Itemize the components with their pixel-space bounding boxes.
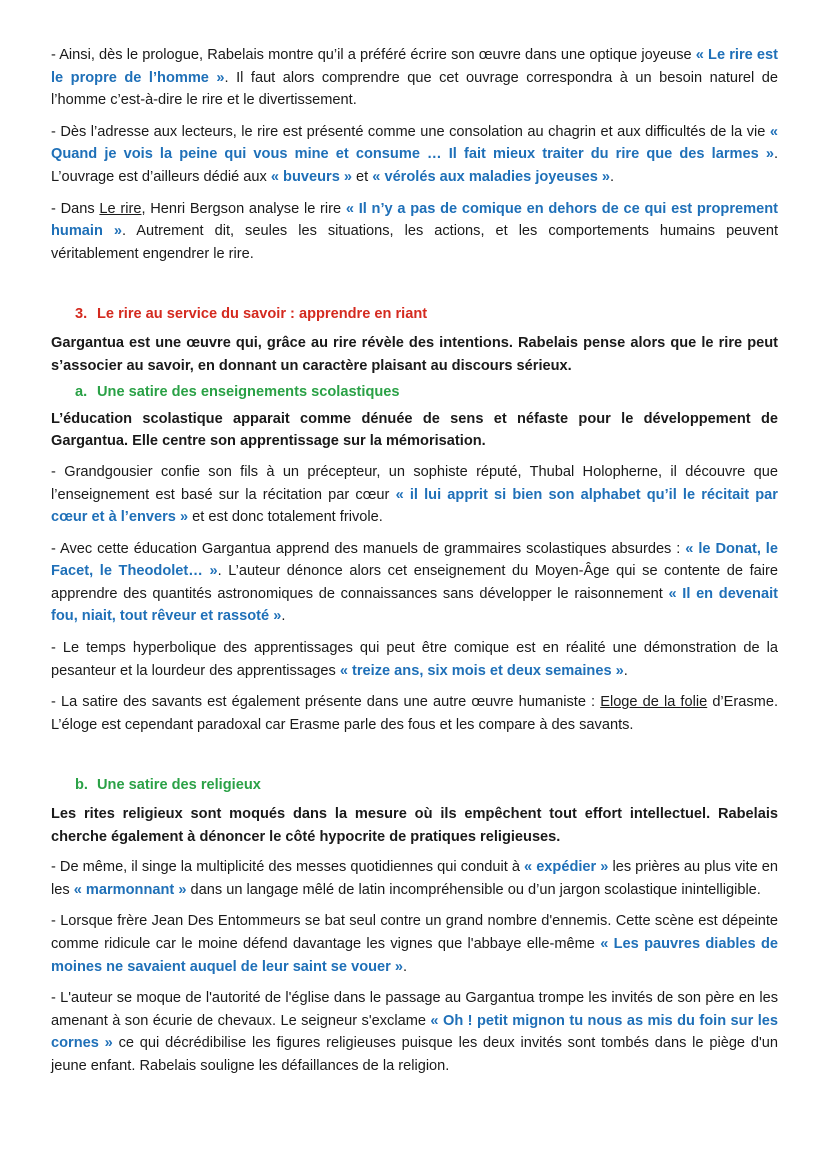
paragraph-messes [51, 856, 778, 901]
subsection-number: b. [75, 777, 88, 794]
quote: « buveurs » [270, 168, 352, 185]
paragraph-frere-jean [51, 910, 778, 978]
section-intro: Gargantua est une œuvre qui, grâce au rire révèle des intentions. Rabelais pense alors que le rire peut s’associer au savoir, en donnant un caractère plaisant au discours sérieux. [51, 334, 778, 374]
quote: « Oh ! petit mignon tu nous as mis du foin sur les cornes » [51, 1012, 778, 1052]
text: - Avec cette éducation Gargantua apprend des manuels de grammaires scolastiques absurdes : [51, 540, 686, 557]
quote: « Les pauvres diables de moines ne savaient auquel de leur saint se vouer » [51, 936, 778, 975]
text: et [352, 168, 373, 185]
quote: « treize ans, six mois et deux semaines » [339, 662, 624, 679]
subsection-heading-b [75, 774, 778, 797]
quote: « Il n’y a pas de comique en dehors de ce qui est proprement humain » [51, 200, 778, 240]
quote: « expédier » [524, 859, 609, 876]
paragraph-temps-hyperbolique [51, 637, 778, 682]
quote: « Quand je vois la peine qui vous mine et consume … Il fait mieux traiter du rire que des larmes » [51, 123, 778, 163]
text: - Ainsi, dès le prologue, Rabelais montre qu’il a préféré écrire son œuvre dans une optique joyeuse [51, 47, 696, 63]
work-title: Le rire [99, 200, 142, 217]
paragraph-manuels [51, 538, 778, 628]
paragraph-autorite-eglise [51, 987, 778, 1077]
paragraph-prologue [51, 44, 778, 112]
quote: « Il en devenait fou, niait, tout rêveur et rassoté » [51, 585, 778, 625]
quote: « vérolés aux maladies joyeuses » [372, 168, 610, 185]
subsection-intro-a: L’éducation scolastique apparait comme dénuée de sens et néfaste pour le développement de Gargantua. Elle centre son apprentissage sur la mémorisation. [51, 410, 778, 450]
text: . Autrement dit, seules les situations, les actions, et les comportements humains peuvent véritablement engendrer le rire. [51, 223, 778, 262]
text: - Le temps hyperbolique des apprentissages qui peut être comique est en réalité une démonstration de la pesanteur et la lourdeur des apprentissages [51, 640, 778, 679]
subsection-title: Une satire des religieux [97, 777, 261, 794]
document-page [51, 44, 778, 1087]
section-number: 3. [75, 306, 88, 323]
text: . L’auteur dénonce alors cet enseignement du Moyen-Âge qui se contente de faire apprendre des quantités astronomiques de connaissances sans développer le raisonnement [51, 563, 779, 602]
text: - L'auteur se moque de l'autorité de l'église dans le passage au Gargantua trompe les invités de son père en les amenant à son écurie de chevaux. Le seigneur s'exclame [51, 990, 778, 1029]
text: dans un langage mêlé de latin incompréhensible ou d’un jargon scolastique inintelligible. [186, 881, 761, 898]
text: . [403, 958, 408, 975]
text: , Henri Bergson analyse le rire [141, 200, 346, 217]
text: . L’ouvrage est d’ailleurs dédié aux [51, 146, 778, 185]
quote: « il lui apprit si bien son alphabet qu’il le récitait par cœur et à l’envers » [51, 486, 778, 526]
work-title: Eloge de la folie [600, 694, 708, 711]
paragraph-grandgousier [51, 461, 778, 529]
text: - Grandgousier confie son fils à un précepteur, un sophiste réputé, Thubal Holopherne, il découvre que l’enseignement est basé sur la récitation par cœur [51, 463, 778, 503]
text: - Lorsque frère Jean Des Entommeurs se bat seul contre un grand nombre d'ennemis. Cette scène est dépeinte comme ridicule car le moine défend davantage les vignes que l'abbaye elle-même [51, 913, 778, 952]
paragraph-bergson [51, 198, 778, 266]
text: - Dès l’adresse aux lecteurs, le rire est présenté comme une consolation au chagrin et aux difficultés de la vie [51, 123, 770, 140]
subsection-number: a. [75, 384, 88, 401]
quote: « marmonnant » [73, 881, 187, 898]
quote: « Le rire est le propre de l’homme » [51, 47, 778, 86]
paragraph-erasme [51, 691, 778, 736]
text: ce qui décrédibilise les figures religieuses puisque les deux invités sont tombés dans le piège d'un jeune enfant. Rabelais souligne les défaillances de la religion. [51, 1035, 778, 1074]
paragraph-adresse-lecteurs [51, 121, 778, 189]
text: - De même, il singe la multiplicité des messes quotidiennes qui conduit à [51, 859, 525, 876]
text: . [623, 662, 628, 679]
section-heading-3 [75, 303, 778, 326]
text: d’Erasme. L’éloge est cependant paradoxal car Erasme parle des fous et les compare à des savants. [51, 694, 779, 733]
section-title: Le rire au service du savoir : apprendre en riant [97, 306, 428, 323]
subsection-title: Une satire des enseignements scolastiques [97, 384, 400, 401]
text: . Il faut alors comprendre que cet ouvrage correspondra à un besoin naturel de l’homme c’est-à-dire le rire et le divertissement. [51, 69, 778, 109]
quote: « le Donat, le Facet, le Theodolet… » [51, 540, 778, 580]
text: les prières au plus vite en les [51, 859, 778, 898]
text: - La satire des savants est également présente dans une autre œuvre humaniste : [51, 694, 601, 711]
subsection-intro-b: Les rites religieux sont moqués dans la mesure où ils empêchent tout effort intellectuel. Rabelais cherche également à dénoncer le côté hypocrite de pratiques religieuses. [51, 806, 778, 845]
text: . [609, 168, 615, 185]
text: . [281, 608, 286, 625]
text: et est donc totalement frivole. [188, 509, 383, 526]
subsection-heading-a [75, 381, 778, 404]
text: - Dans [51, 200, 100, 217]
